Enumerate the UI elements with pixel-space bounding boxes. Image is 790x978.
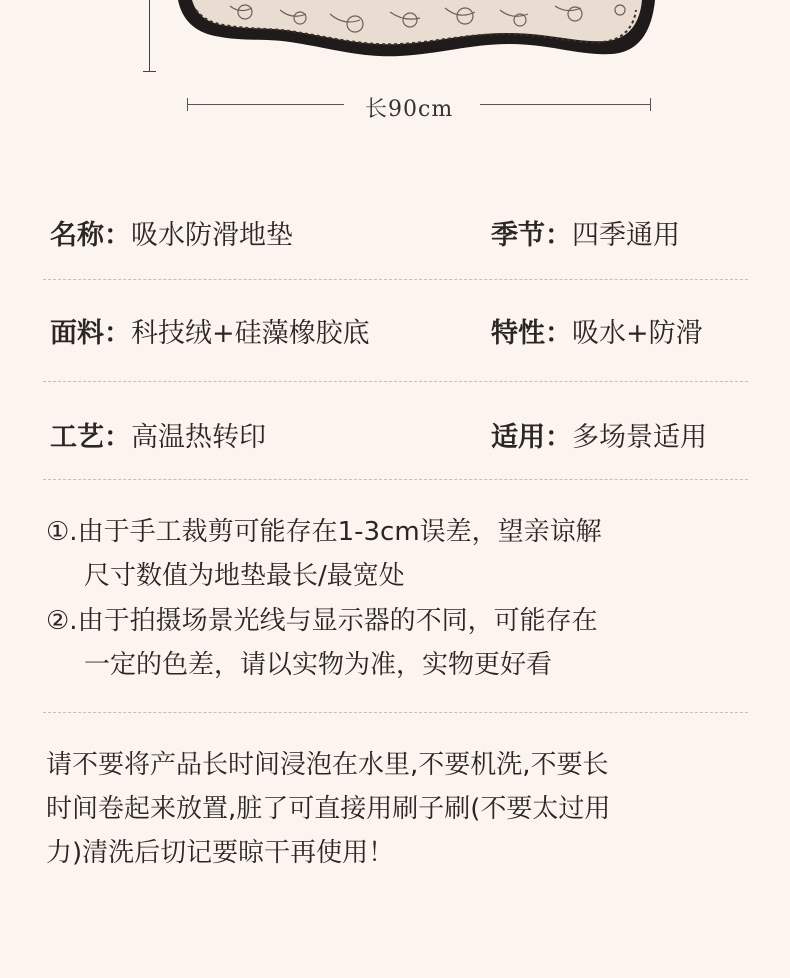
length-dimension-line-right bbox=[480, 104, 650, 105]
spec-name: 名称：吸水防滑地垫 bbox=[50, 220, 293, 251]
note-line-3: ②.由于拍摄场景光线与显示器的不同，可能存在 bbox=[46, 606, 598, 636]
note-line-4: 一定的色差，请以实物为准，实物更好看 bbox=[84, 650, 553, 680]
length-dimension-cap-right bbox=[650, 98, 651, 111]
divider bbox=[43, 381, 748, 382]
floral-mat-illustration bbox=[0, 0, 790, 80]
height-dimension-cap bbox=[143, 71, 156, 72]
spec-material: 面料：科技绒+硅藻橡胶底 bbox=[50, 318, 370, 349]
note-line-2: 尺寸数值为地垫最长/最宽处 bbox=[84, 561, 405, 591]
length-label: 长90cm bbox=[365, 97, 454, 122]
care-line-3: 力)清洗后切记要晾干再使用！ bbox=[46, 838, 395, 868]
care-line-1: 请不要将产品长时间浸泡在水里,不要机洗,不要长 bbox=[46, 750, 609, 780]
spec-process: 工艺：高温热转印 bbox=[50, 422, 266, 453]
spec-row bbox=[50, 415, 750, 455]
care-line-2: 时间卷起来放置,脏了可直接用刷子刷(不要太过用 bbox=[46, 794, 611, 824]
divider bbox=[43, 279, 748, 280]
spec-row bbox=[50, 311, 750, 351]
spec-feature: 特性：吸水+防滑 bbox=[491, 318, 703, 349]
note-line-1: ①.由于手工裁剪可能存在1-3cm误差，望亲谅解 bbox=[46, 517, 602, 547]
divider bbox=[43, 712, 748, 713]
product-mat-image bbox=[0, 0, 790, 80]
length-dimension-line-left bbox=[187, 104, 344, 105]
height-dimension-line bbox=[149, 0, 150, 72]
spec-row bbox=[50, 213, 750, 253]
spec-usage: 适用：多场景适用 bbox=[491, 422, 707, 453]
spec-season: 季节：四季通用 bbox=[491, 220, 680, 251]
divider bbox=[43, 479, 748, 480]
